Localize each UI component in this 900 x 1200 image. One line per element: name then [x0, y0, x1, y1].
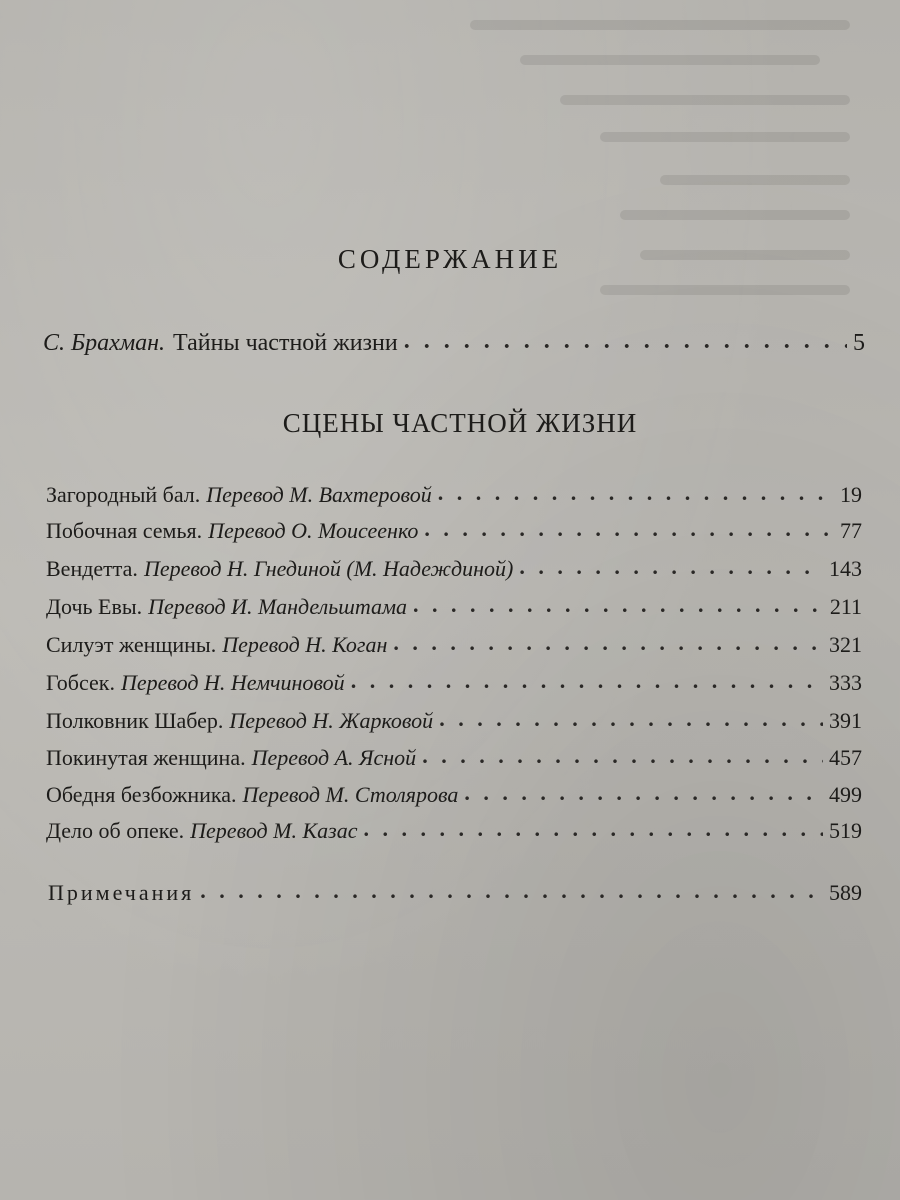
entry-translator: Перевод О. Моисеенко	[208, 518, 419, 543]
dot-leader	[519, 554, 823, 580]
dot-leader	[363, 816, 823, 842]
entry-translator: Перевод Н. Гнединой (М. Надеждиной)	[143, 556, 514, 581]
toc-entry[interactable]	[46, 670, 862, 704]
notes-title: Примечания	[48, 880, 195, 905]
toc-entry[interactable]	[46, 632, 862, 666]
entry-page-number: 333	[829, 670, 862, 695]
entry-title: Полковник Шабер.	[46, 708, 224, 733]
entry-title: Загородный бал.	[46, 482, 201, 507]
entry-page-number: 143	[829, 556, 862, 581]
intro-page-number: 5	[853, 330, 865, 356]
toc-entry[interactable]	[46, 556, 862, 590]
entry-title: Дело об опеке.	[46, 818, 185, 843]
toc-entry[interactable]	[46, 782, 862, 816]
section-heading: СЦЕНЫ ЧАСТНОЙ ЖИЗНИ	[282, 408, 638, 438]
entry-translator: Перевод М. Казас	[190, 818, 358, 843]
entry-page-number: 19	[840, 482, 862, 507]
entry-page-number: 519	[829, 818, 862, 843]
toc-entry[interactable]	[46, 594, 862, 628]
entry-page-number: 77	[840, 518, 862, 543]
dot-leader	[422, 743, 823, 769]
dot-leader	[351, 668, 823, 694]
entry-title: Побочная семья.	[46, 518, 203, 543]
dot-leader	[200, 878, 823, 904]
dot-leader	[393, 630, 823, 656]
entry-page-number: 321	[829, 632, 862, 657]
entry-title: Вендетта.	[46, 556, 138, 581]
contents-heading: СОДЕРЖАНИЕ	[337, 244, 563, 274]
toc-entry-notes[interactable]	[48, 880, 862, 914]
entry-title: Силуэт женщины.	[46, 632, 217, 657]
entry-page-number: 457	[829, 745, 862, 770]
entry-translator: Перевод М. Столярова	[242, 782, 459, 807]
dot-leader	[464, 780, 823, 806]
entry-translator: Перевод Н. Жарковой	[229, 708, 434, 733]
dot-leader	[439, 706, 823, 732]
intro-author: С. Брахман.	[43, 330, 166, 356]
toc-entry[interactable]	[46, 745, 862, 779]
dot-leader	[413, 592, 824, 618]
toc-entry[interactable]	[46, 518, 862, 552]
toc-entry-intro[interactable]	[43, 330, 865, 364]
entry-page-number: 211	[829, 594, 862, 619]
dot-leader	[404, 328, 847, 355]
entry-translator: Перевод Н. Немчиновой	[120, 670, 345, 695]
entry-title: Обедня безбожника.	[46, 782, 237, 807]
entry-translator: Перевод Н. Коган	[222, 632, 388, 657]
toc-entry[interactable]	[46, 482, 862, 516]
entry-translator: Перевод И. Мандельштама	[148, 594, 408, 619]
entry-page-number: 391	[829, 708, 862, 733]
toc-entry[interactable]	[46, 818, 862, 852]
intro-title: Тайны частной жизни	[173, 330, 398, 356]
notes-page-number: 589	[829, 880, 862, 905]
dot-leader	[438, 480, 834, 506]
entry-title: Гобсек.	[46, 670, 115, 695]
toc-entry[interactable]	[46, 708, 862, 742]
entry-translator: Перевод А. Ясной	[251, 745, 417, 770]
dot-leader	[424, 516, 834, 542]
entry-title: Дочь Евы.	[46, 594, 143, 619]
entry-translator: Перевод М. Вахтеровой	[206, 482, 432, 507]
entry-title: Покинутая женщина.	[46, 745, 246, 770]
entry-page-number: 499	[829, 782, 862, 807]
